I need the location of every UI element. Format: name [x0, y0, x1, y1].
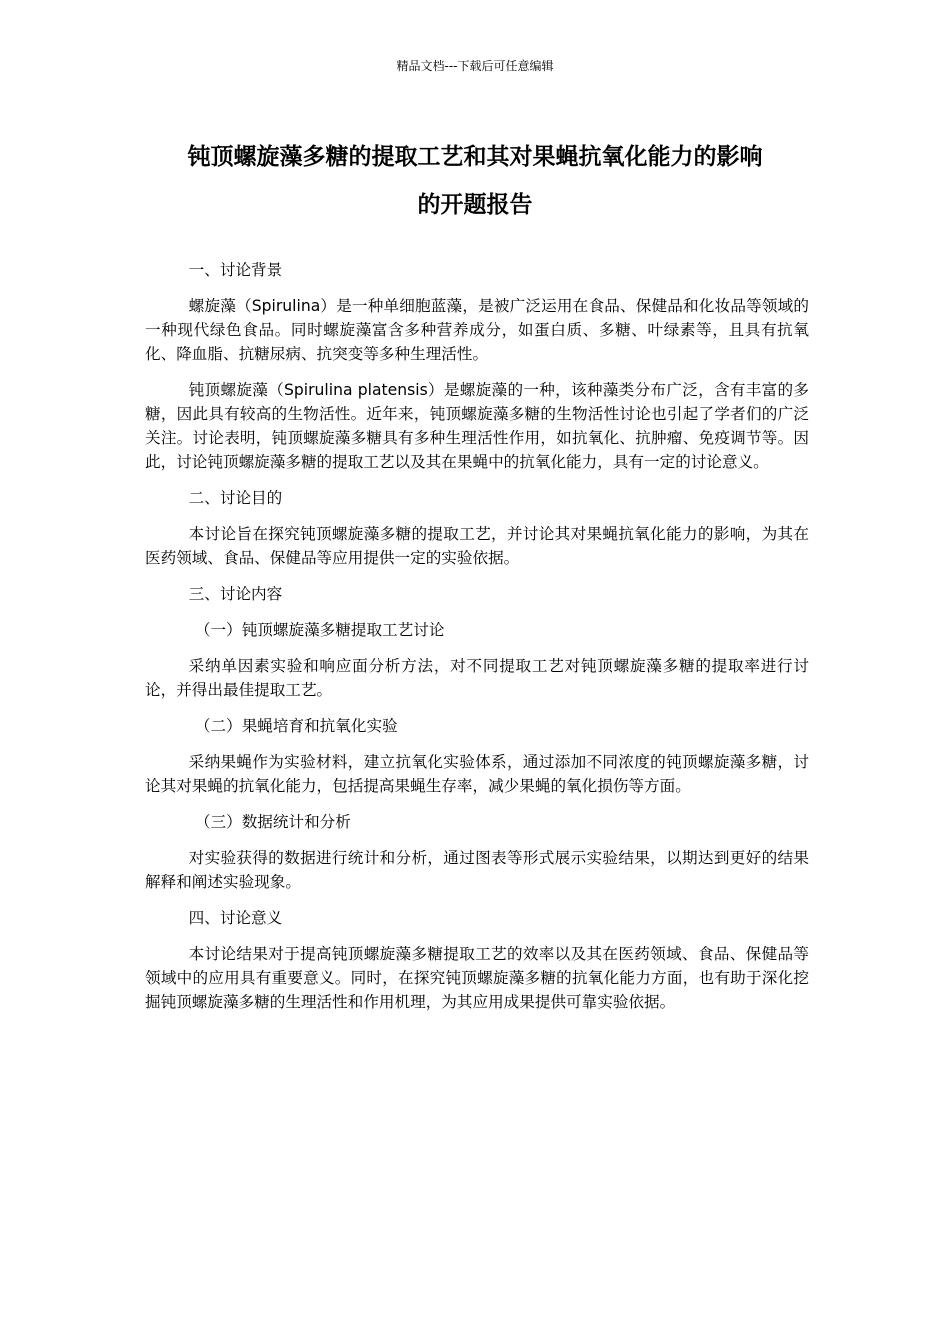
- subsection-heading-extraction: （一）钝顶螺旋藻多糖提取工艺讨论: [194, 621, 445, 639]
- subsection-heading-fruitfly: （二）果蝇培育和抗氧化实验: [194, 717, 398, 735]
- subsection-heading-statistics: （三）数据统计和分析: [194, 813, 351, 831]
- paragraph: 钝顶螺旋藻（Spirulina platensis）是螺旋藻的一种，该种藻类分布广泛，含有丰富的多糖，因此具有较高的生物活性。近年来，钝顶螺旋藻多糖的生物活性讨论也引起了学者们的广泛关注。讨论表明，钝顶螺旋藻多糖具有多种生理活性作用，如抗氧化、抗肿瘤、免疫调节等。因此，讨论钝顶螺旋藻多糖的提取工艺以及其在果蝇中的抗氧化能力，具有一定的讨论意义。: [145, 381, 809, 471]
- title-line-2: 的开题报告: [417, 192, 533, 218]
- paragraph: 对实验获得的数据进行统计和分析，通过图表等形式展示实验结果，以期达到更好的结果解释和阐述实验现象。: [145, 849, 809, 891]
- section-heading-significance: 四、讨论意义: [188, 909, 283, 927]
- section-heading-background: 一、讨论背景: [188, 261, 283, 279]
- paragraph: 本讨论结果对于提高钝顶螺旋藻多糖提取工艺的效率以及其在医药领域、食品、保健品等领域中的应用具有重要意义。同时，在探究钝顶螺旋藻多糖的抗氧化能力方面，也有助于深化挖掘钝顶螺旋藻多糖的生理活性和作用机理，为其应用成果提供可靠实验依据。: [145, 945, 809, 1011]
- document-body: [145, 258, 809, 1026]
- page-header: 精品文档---下载后可任意编辑: [396, 59, 554, 73]
- title-line-1: 钝顶螺旋藻多糖的提取工艺和其对果蝇抗氧化能力的影响: [187, 144, 763, 170]
- paragraph: 螺旋藻（Spirulina）是一种单细胞蓝藻，是被广泛运用在食品、保健品和化妆品等领域的一种现代绿色食品。同时螺旋藻富含多种营养成分，如蛋白质、多糖、叶绿素等，且具有抗氧化、降血脂、抗糖尿病、抗突变等多种生理活性。: [145, 297, 809, 363]
- paragraph: 采纳单因素实验和响应面分析方法，对不同提取工艺对钝顶螺旋藻多糖的提取率进行讨论，并得出最佳提取工艺。: [145, 657, 809, 699]
- section-heading-purpose: 二、讨论目的: [188, 489, 283, 507]
- document-title: [140, 133, 810, 229]
- section-heading-content: 三、讨论内容: [188, 585, 283, 603]
- paragraph: 本讨论旨在探究钝顶螺旋藻多糖的提取工艺，并讨论其对果蝇抗氧化能力的影响，为其在医药领域、食品、保健品等应用提供一定的实验依据。: [145, 525, 809, 567]
- paragraph: 采纳果蝇作为实验材料，建立抗氧化实验体系，通过添加不同浓度的钝顶螺旋藻多糖，讨论其对果蝇的抗氧化能力，包括提高果蝇生存率，减少果蝇的氧化损伤等方面。: [145, 753, 809, 795]
